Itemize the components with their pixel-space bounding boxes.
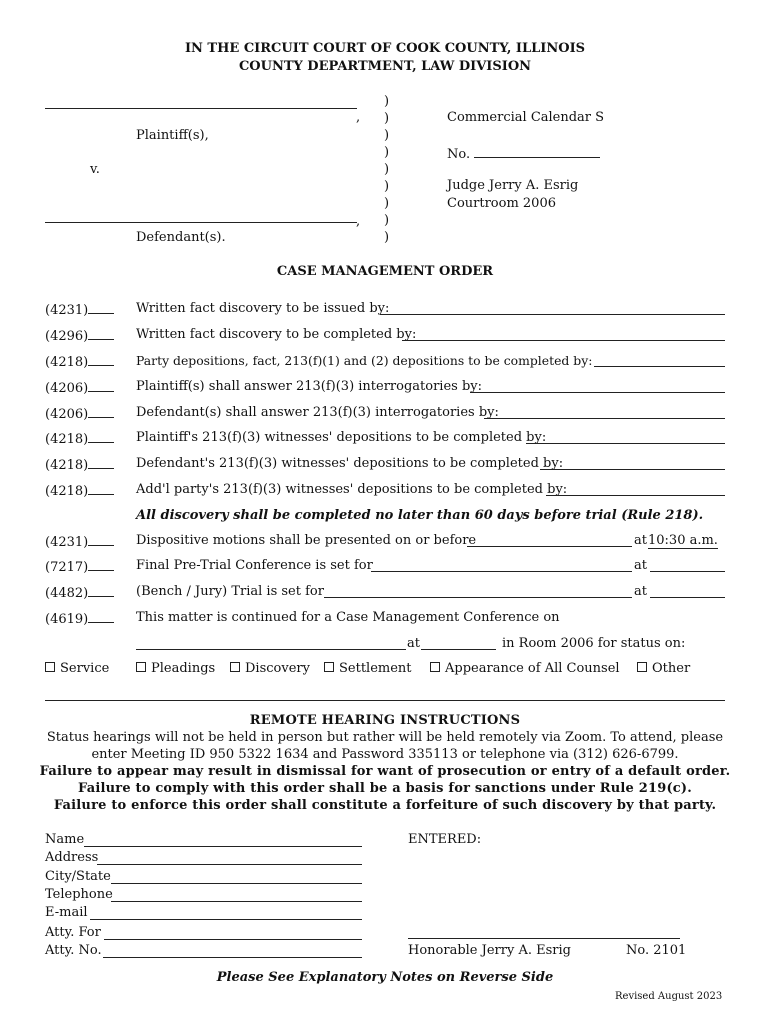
attorney-number-label: Atty. No. [45, 943, 102, 958]
code-blank[interactable] [88, 584, 114, 597]
continued-time-field[interactable] [421, 649, 496, 650]
trial-time-field[interactable] [650, 597, 725, 598]
code-blank[interactable] [88, 558, 114, 571]
checkbox-icon [324, 662, 334, 672]
plaintiff-name-line[interactable] [45, 108, 357, 109]
date-field[interactable] [546, 495, 725, 496]
defendant-name-line[interactable] [45, 222, 357, 223]
dispositive-date-field[interactable] [467, 546, 632, 547]
trial-date-field[interactable] [324, 597, 632, 598]
dispositive-row: (4231) Dispositive motions shall be presented on or before at 10:30 a.m. [45, 533, 718, 550]
continued-date-field[interactable] [136, 649, 406, 650]
date-field[interactable] [470, 392, 725, 393]
judge-signature-name: Honorable Jerry A. Esrig [408, 943, 571, 958]
defendant-label: Defendant(s). [136, 230, 226, 245]
pretrial-row: (7217) Final Pre-Trial Conference is set for at [0, 558, 770, 576]
trial-row: (4482) (Bench / Jury) Trial is set for at [0, 584, 770, 602]
order-title: CASE MANAGEMENT ORDER [276, 264, 494, 279]
courtroom: Courtroom 2006 [447, 196, 556, 211]
attorney-telephone-label: Telephone [45, 887, 113, 902]
code-blank[interactable] [88, 456, 114, 469]
remote-warning-2: Failure to comply with this order shall be a basis for sanctions under Rule 219(c). [78, 781, 692, 796]
code-blank[interactable] [88, 379, 114, 392]
pretrial-date-field[interactable] [371, 571, 632, 572]
attorney-name-label: Name [45, 832, 85, 847]
status-option-other[interactable]: Other [637, 661, 690, 676]
code-blank[interactable] [88, 482, 114, 495]
order-row: (4231) Written fact discovery to be issued by: [0, 301, 770, 319]
attorney-email-field[interactable] [90, 919, 362, 920]
judge-number: No. 2101 [626, 943, 687, 958]
continued-date-row: at in Room 2006 for status on: [0, 636, 770, 654]
date-field[interactable] [484, 418, 725, 419]
status-option-appearance[interactable]: Appearance of All Counsel [430, 661, 620, 676]
attorney-number-field[interactable] [103, 957, 362, 958]
code-blank[interactable] [88, 405, 114, 418]
attorney-email-label: E-mail [45, 905, 88, 920]
case-number-label: No. [447, 145, 600, 162]
revised-date: Revised August 2023 [615, 991, 723, 1002]
code-blank[interactable] [88, 327, 114, 340]
remote-line-2: enter Meeting ID 950 5322 1634 and Password 335113 or telephone via (312) 626-6799. [91, 747, 679, 762]
code-blank[interactable] [88, 430, 114, 443]
court-division: COUNTY DEPARTMENT, LAW DIVISION [238, 59, 532, 74]
remote-warning-3: Failure to enforce this order shall constitute a forfeiture of such discovery by that party. [53, 798, 717, 813]
plaintiff-comma: , [356, 110, 361, 125]
status-option-service[interactable]: Service [45, 661, 109, 676]
order-row: (4218) Defendant's 213(f)(3) witnesses' depositions to be completed by: [0, 456, 770, 474]
date-field[interactable] [380, 314, 725, 315]
plaintiff-label: Plaintiff(s), [136, 128, 209, 143]
attorney-telephone-field[interactable] [111, 901, 362, 902]
code-blank[interactable] [88, 533, 114, 546]
order-row: (4218) Party depositions, fact, 213(f)(1) and (2) depositions to be completed by: [0, 353, 770, 371]
checkbox-icon [45, 662, 55, 672]
pretrial-time-field[interactable] [650, 571, 725, 572]
date-field[interactable] [594, 366, 725, 367]
attorney-for-label: Atty. For [45, 925, 101, 940]
order-row: (4296) Written fact discovery to be completed by: [0, 327, 770, 345]
continued-row: (4619) This matter is continued for a Case Management Conference on [45, 610, 560, 627]
remote-line-1: Status hearings will not be held in person but rather will be held remotely via Zoom. To attend, please [46, 730, 724, 745]
entered-label: ENTERED: [408, 832, 482, 847]
code-blank[interactable] [88, 610, 114, 623]
date-field[interactable] [526, 443, 725, 444]
date-field[interactable] [540, 469, 725, 470]
court-name: IN THE CIRCUIT COURT OF COOK COUNTY, ILLINOIS [184, 41, 586, 56]
case-number-field[interactable] [474, 145, 600, 158]
status-option-pleadings[interactable]: Pleadings [136, 661, 215, 676]
status-option-settlement[interactable]: Settlement [324, 661, 412, 676]
checkbox-icon [430, 662, 440, 672]
defendant-comma: , [356, 214, 361, 229]
remote-instructions [0, 712, 770, 814]
versus-label: v. [90, 162, 100, 177]
judge-signature-line[interactable] [408, 938, 680, 939]
status-option-discovery[interactable]: Discovery [230, 661, 310, 676]
discovery-deadline-note: All discovery shall be completed no later than 60 days before trial (Rule 218). [136, 508, 704, 523]
calendar-label: Commercial Calendar S [447, 110, 605, 125]
remote-warning-1: Failure to appear may result in dismissal for want of prosecution or entry of a default order. [39, 764, 731, 779]
order-row: (4206) Defendant(s) shall answer 213(f)(3) interrogatories by: [0, 405, 770, 423]
checkbox-icon [136, 662, 146, 672]
order-row: (4218) Plaintiff's 213(f)(3) witnesses' depositions to be completed by: [0, 430, 770, 448]
section-divider [45, 700, 725, 701]
attorney-address-label: Address [45, 850, 99, 865]
code-blank[interactable] [88, 301, 114, 314]
caption-parens: ) ) ) ) ) ) ) ) ) [384, 94, 390, 245]
judge-name: Judge Jerry A. Esrig [447, 178, 579, 193]
order-row: (4206) Plaintiff(s) shall answer 213(f)(3) interrogatories by: [0, 379, 770, 397]
checkbox-icon [637, 662, 647, 672]
attorney-city-label: City/State [45, 869, 111, 884]
order-row: (4218) Add'l party's 213(f)(3) witnesses' depositions to be completed by: [0, 482, 770, 500]
date-field[interactable] [402, 340, 725, 341]
dispositive-time[interactable]: 10:30 a.m. [648, 533, 718, 548]
checkbox-icon [230, 662, 240, 672]
reverse-side-note: Please See Explanatory Notes on Reverse Side [216, 970, 554, 985]
attorney-city-field[interactable] [111, 883, 362, 884]
remote-title: REMOTE HEARING INSTRUCTIONS [249, 713, 521, 728]
attorney-address-field[interactable] [97, 864, 362, 865]
attorney-for-field[interactable] [104, 939, 362, 940]
code-blank[interactable] [88, 353, 114, 366]
attorney-name-field[interactable] [84, 846, 362, 847]
